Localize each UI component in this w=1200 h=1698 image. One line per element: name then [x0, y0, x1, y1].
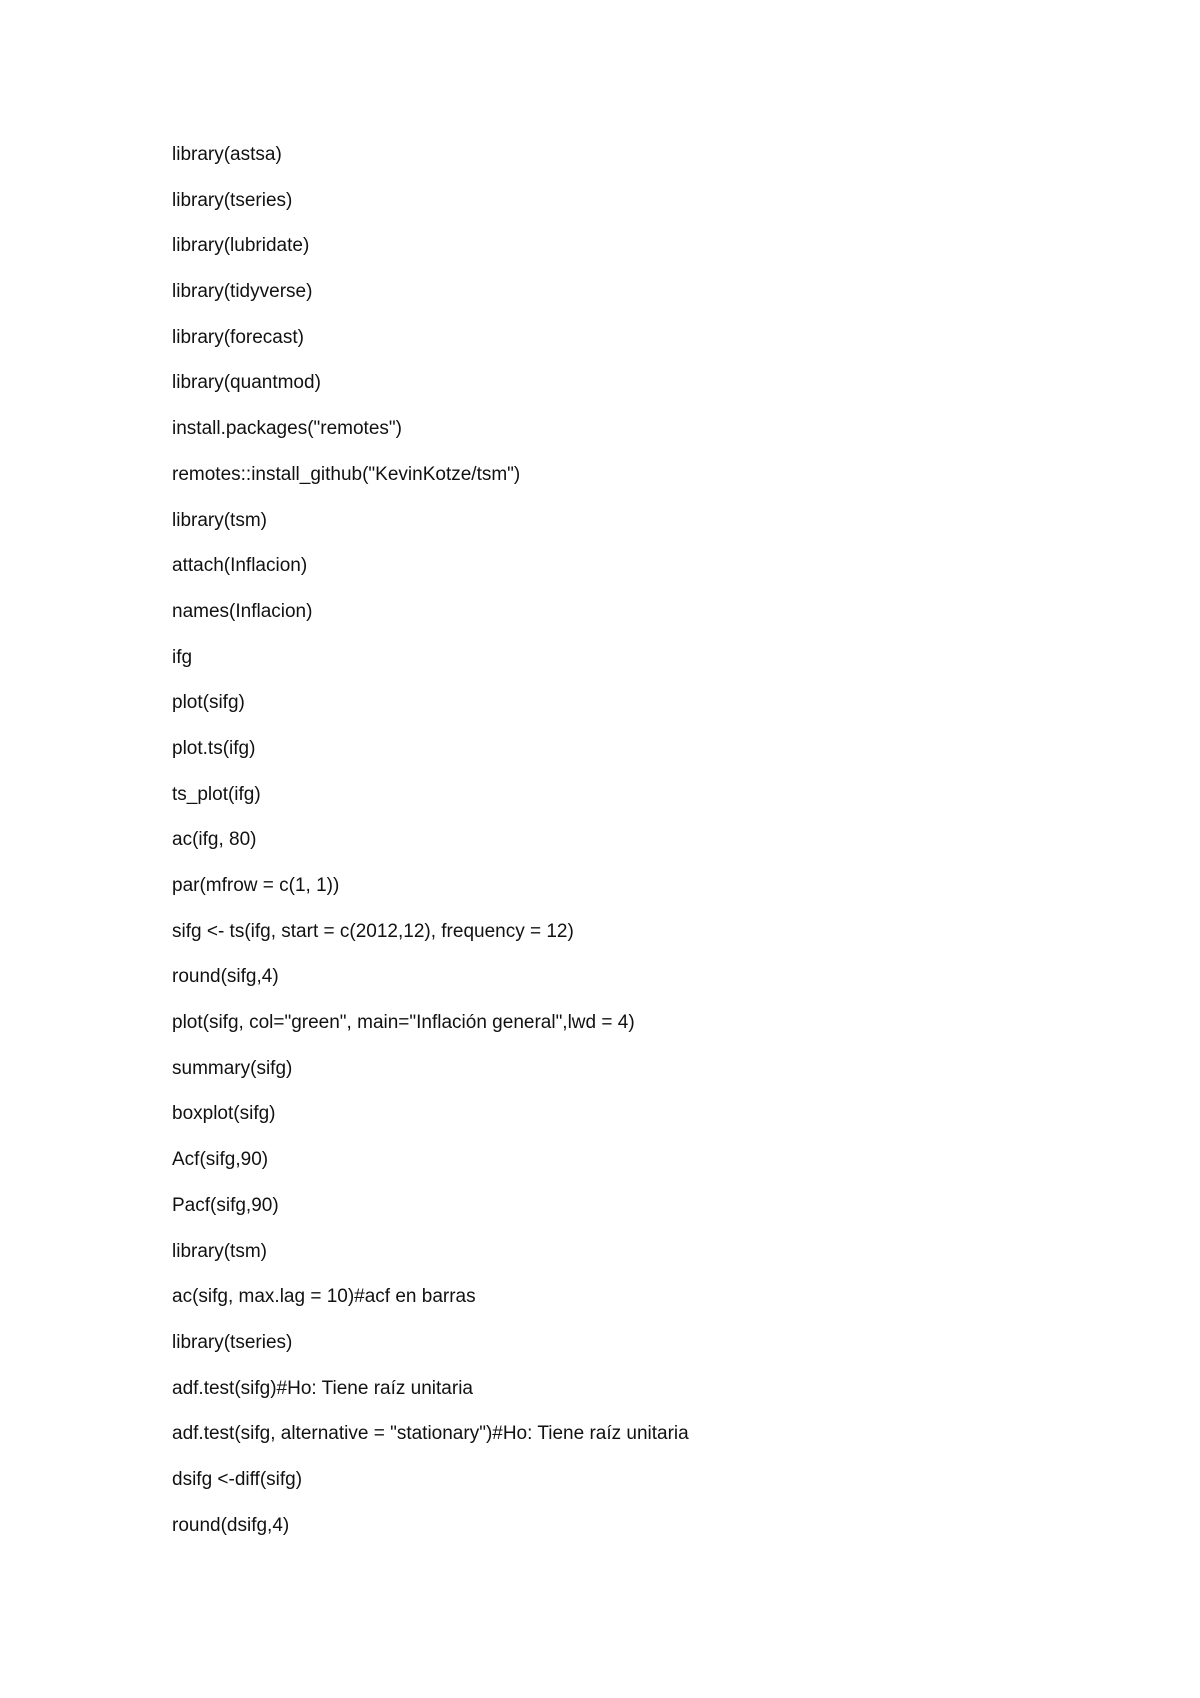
code-line: ac(sifg, max.lag = 10)#acf en barras — [172, 1286, 476, 1308]
code-line: remotes::install_github("KevinKotze/tsm") — [172, 463, 521, 485]
code-line: par(mfrow = c(1, 1)) — [172, 875, 340, 896]
code-line: plot(sifg) — [172, 692, 245, 714]
code-line: library(lubridate) — [172, 235, 310, 257]
code-line: sifg <- ts(ifg, start = c(2012,12), frequency = 12) — [172, 920, 574, 942]
code-line: adf.test(sifg)#Ho: Tiene raíz unitaria — [172, 1377, 473, 1399]
code-line: library(astsa) — [172, 144, 282, 165]
code-line: library(quantmod) — [172, 372, 321, 394]
code-line: boxplot(sifg) — [172, 1103, 276, 1125]
code-line: dsifg <-diff(sifg) — [172, 1468, 303, 1490]
code-line: library(tsm) — [172, 1240, 267, 1262]
code-line: adf.test(sifg, alternative = "stationary")#Ho: Tiene raíz unitaria — [172, 1423, 689, 1445]
code-line: Pacf(sifg,90) — [172, 1194, 279, 1216]
code-line: round(dsifg,4) — [172, 1514, 290, 1536]
code-line: library(tidyverse) — [172, 281, 313, 303]
code-line: plot.ts(ifg) — [172, 737, 256, 759]
code-line: attach(Inflacion) — [172, 555, 308, 577]
code-line: install.packages("remotes") — [172, 418, 402, 440]
code-line: ac(ifg, 80) — [172, 829, 257, 851]
code-line: Acf(sifg,90) — [172, 1149, 269, 1171]
code-line: summary(sifg) — [172, 1057, 293, 1079]
code-line: library(tsm) — [172, 509, 267, 531]
code-line: ifg — [172, 646, 193, 668]
code-line: plot(sifg, col="green", main="Inflación general",lwd = 4) — [172, 1012, 635, 1034]
code-line: ts_plot(ifg) — [172, 783, 261, 805]
code-line: library(tseries) — [172, 189, 293, 211]
code-line: library(tseries) — [172, 1331, 293, 1353]
code-listing — [172, 144, 689, 1560]
code-line: library(forecast) — [172, 326, 304, 348]
code-line: round(sifg,4) — [172, 966, 279, 988]
code-line: names(Inflacion) — [172, 600, 313, 622]
